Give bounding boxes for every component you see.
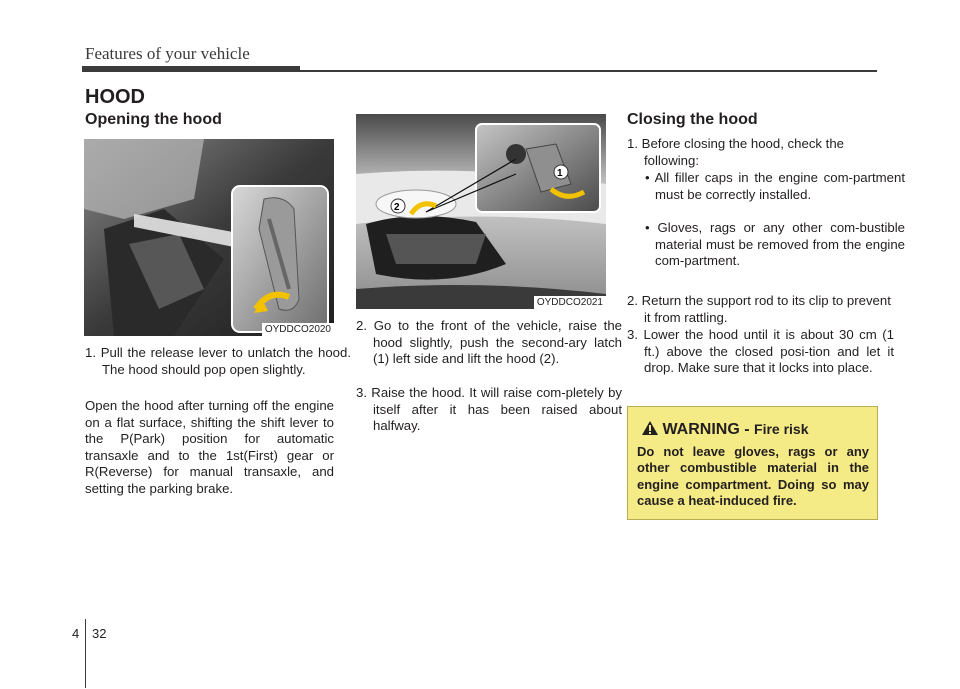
opening-step-2: 2. Go to the front of the vehicle, raise the hood slightly, push the second-ary latch (1) left side and lift the hood (2). [356,318,622,367]
footer-rule-vertical [85,619,86,688]
closing-step-2: 2. Return the support rod to its clip to prevent it from rattling. [627,293,891,325]
closing-bullet-2: • Gloves, rags or any other com-bustible material must be removed from the engine com-partment. [645,220,905,269]
warning-label: WARNING - [662,421,750,438]
opening-step-3: 3. Raise the hood. It will raise com-pletely by itself after it has been raised about halfway. [356,385,622,434]
release-lever-image [84,139,334,336]
image-code: OYDDCO2020 [262,323,334,336]
closing-step-1: 1. Before closing the hood, check the following: [627,136,845,168]
opening-heading: Opening the hood [85,111,222,128]
secondary-latch-illustration [356,114,606,309]
release-lever-illustration [84,139,334,336]
page-number: 32 [92,626,107,641]
running-header: Features of your vehicle [85,44,250,63]
callout-2: 2 [394,202,400,213]
warning-subject: Fire risk [754,421,809,437]
callout-1: 1 [557,168,563,179]
header-rule-thick [82,66,300,72]
closing-bullet-1: • All filler caps in the engine com-partment must be correctly installed. [645,170,905,202]
warning-text: Do not leave gloves, rags or any other combustible material in the engine compartment. Doing so may cause a heat-induced fire. [637,444,869,509]
opening-note: Open the hood after turning off the engine on a flat surface, shifting the shift lever to the P(Park) position for automatic transaxle and to the 1st(First) gear or R(Reverse) for manual transaxle, and setting the parking brake. [85,398,334,496]
section-title: HOOD [85,86,145,108]
warning-box [627,406,878,520]
opening-step-1: 1. Pull the release lever to unlatch the hood. The hood should pop open slightly. [85,345,351,377]
image-code: OYDDCO2021 [534,296,606,309]
warning-header [642,421,809,439]
closing-heading: Closing the hood [627,111,758,128]
closing-step-3: 3. Lower the hood until it is about 30 cm (1 ft.) above the closed posi-tion and let it drop. Make sure that it locks into place. [627,327,894,376]
header-rule-thin [300,70,877,72]
chapter-number: 4 [72,626,80,641]
secondary-latch-image [356,114,606,309]
warning-triangle-icon [642,421,658,435]
